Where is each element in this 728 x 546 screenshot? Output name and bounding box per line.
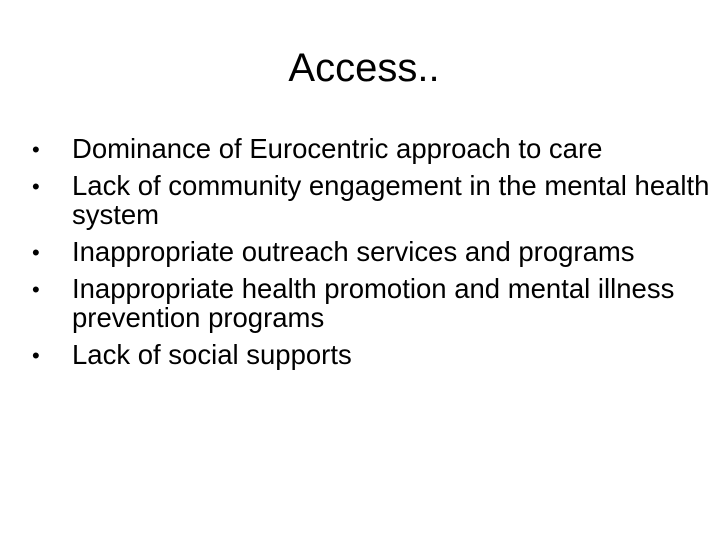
bullet-icon: • [32, 277, 40, 302]
bullet-icon: • [32, 343, 40, 368]
bullet-list [30, 134, 710, 377]
bullet-item-2 [30, 171, 710, 229]
bullet-item-1 [30, 134, 710, 163]
slide-title: Access.. [288, 46, 440, 90]
bullet-text: Dominance of Eurocentric approach to care [72, 133, 603, 164]
bullet-item-3 [30, 237, 710, 266]
bullet-icon: • [32, 137, 40, 162]
bullet-icon: • [32, 240, 40, 265]
bullet-text: Inappropriate outreach services and programs [72, 236, 635, 267]
bullet-item-5 [30, 340, 710, 369]
bullet-icon: • [32, 174, 40, 199]
bullet-item-4 [30, 274, 710, 332]
bullet-text: Lack of social supports [72, 339, 352, 370]
bullet-text: Lack of community engagement in the mental health system [72, 170, 710, 230]
bullet-text: Inappropriate health promotion and mental illness prevention programs [72, 273, 675, 333]
